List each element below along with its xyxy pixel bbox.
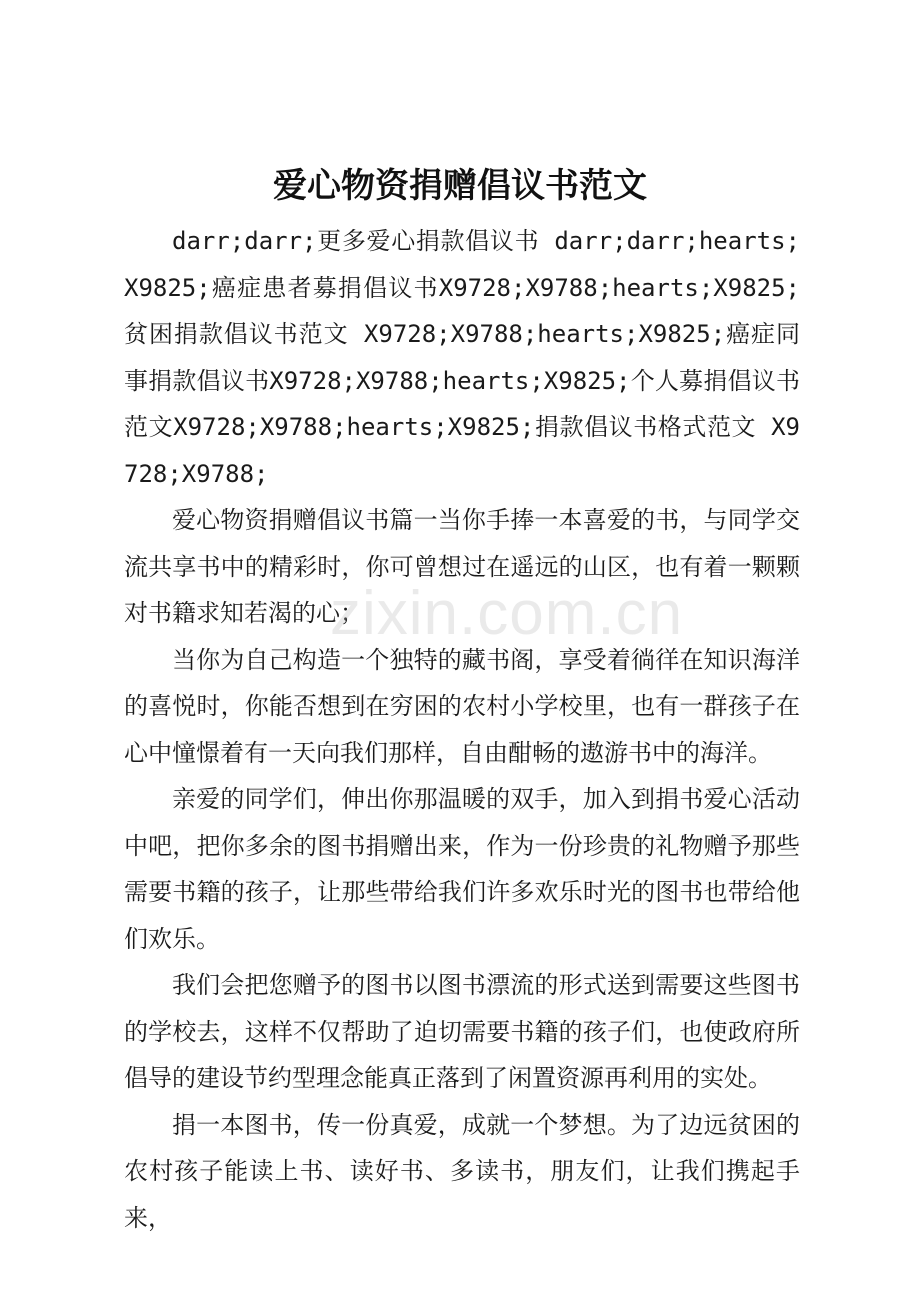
document-title: 爱心物资捐赠倡议书范文 xyxy=(273,166,647,206)
paragraph-related-links: darr;darr;更多爱心捐款倡议书 darr;darr;hearts;X9825;癌症患者募捐倡议书X9728;X9788;hearts;X9825;贫困捐款倡议书范文 X9728;X9788;hearts;X9825;癌症同事捐款倡议书X9728;X9788;hearts;X9825;个人募捐倡议书范文X9728;X9788;hearts;X9825;捐款倡议书格式范文 X9728;X9788; xyxy=(124,227,800,488)
watermark: zixin.com.cn xyxy=(330,579,684,648)
paragraph-book-collection: 当你为自己构造一个独特的藏书阁，享受着徜徉在知识海洋的喜悦时，你能否想到在穷困的农村小学校里，也有一群孩子在心中憧憬着有一天向我们那样，自由酣畅的遨游书中的海洋。 xyxy=(124,645,800,767)
paragraph-book-drifting: 我们会把您赠予的图书以图书漂流的形式送到需要这些图书的学校去，这样不仅帮助了迫切需要书籍的孩子们，也使政府所倡导的建设节约型理念能真正落到了闲置资源再利用的实处。 xyxy=(124,971,800,1092)
paragraph-intro: 爱心物资捐赠倡议书篇一当你手捧一本喜爱的书，与同学交流共享书中的精彩时，你可曾想过在遥远的山区，也有着一颗颗对书籍求知若渴的心； xyxy=(124,506,800,627)
paragraph-call-to-action: 亲爱的同学们，伸出你那温暖的双手，加入到捐书爱心活动中吧，把你多余的图书捐赠出来，作为一份珍贵的礼物赠予那些需要书籍的孩子，让那些带给我们许多欢乐时光的图书也带给他们欢乐。 xyxy=(124,785,800,953)
paragraph-closing: 捐一本图书，传一份真爱，成就一个梦想。为了边远贫困的农村孩子能读上书、读好书、多读书，朋友们，让我们携起手来， xyxy=(124,1110,800,1232)
document-body xyxy=(124,218,800,1241)
